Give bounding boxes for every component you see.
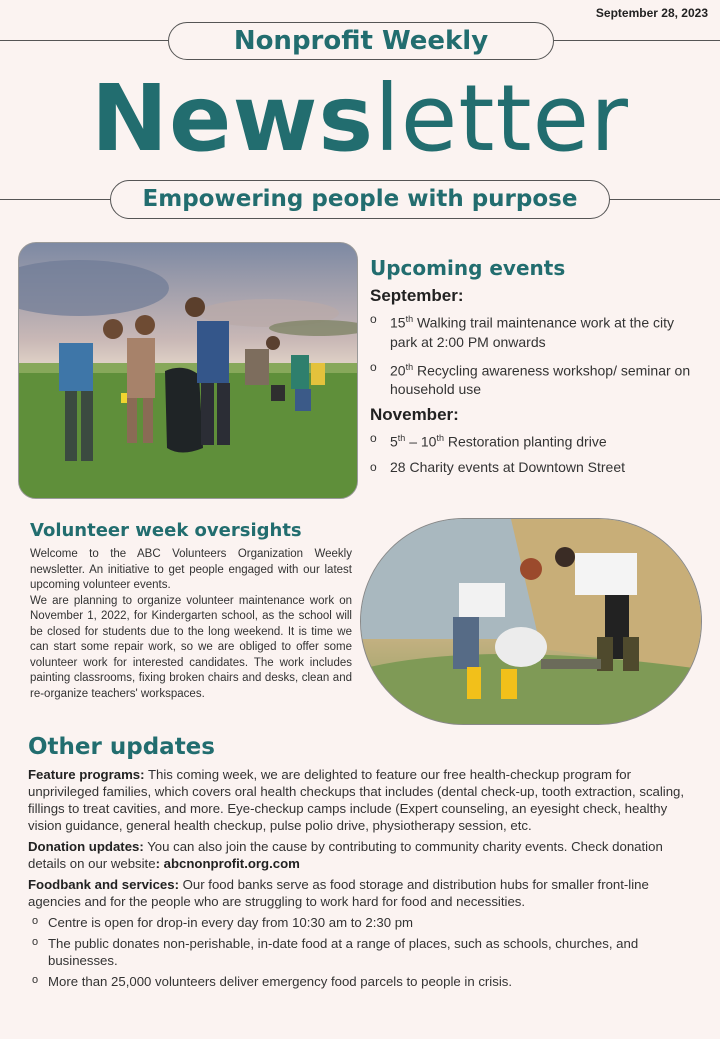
donation-paragraph (28, 838, 696, 872)
donation-label: Donation updates: (28, 839, 144, 854)
event-suffix: th (436, 433, 444, 444)
donation-text: You can also join the cause by contributing to community charity events. Check donation details on our website (28, 839, 663, 871)
divider-line (0, 199, 110, 200)
foodbank-label: Foodbank and services: (28, 877, 179, 892)
issue-date: September 28, 2023 (595, 6, 708, 20)
list-item: o Centre is open for drop-in every day from 10:30 am to 2:30 pm (28, 914, 696, 931)
event-item (370, 458, 700, 477)
event-day: 5 (390, 433, 398, 450)
upcoming-events-section (370, 256, 700, 483)
masthead-bold: News (91, 65, 375, 172)
tagline-pill: Empowering people with purpose (110, 180, 610, 219)
event-text: Recycling awareness workshop/ seminar on household use (390, 362, 691, 398)
event-suffix: th (405, 314, 414, 324)
event-text: Walking trail maintenance work at the city park at 2:00 PM onwards (390, 314, 675, 350)
foodbank-text: Our food banks serve as food storage and distribution hubs for smaller front-line agencies and for the people who are struggling to work hard for food and necessities. (28, 877, 649, 909)
event-text: Restoration planting drive (443, 433, 607, 450)
masthead-title (0, 60, 720, 178)
shoreline-cleanup-photo (360, 518, 702, 725)
other-updates-section (28, 734, 696, 994)
volunteer-intro: Welcome to the ABC Volunteers Organization Weekly newsletter. An initiative to get people engaged with our latest upcoming volunteer events. (30, 548, 352, 591)
masthead-light: letter (374, 65, 629, 172)
foodbank-paragraph (28, 876, 696, 910)
list-item: o The public donates non-perishable, in-date food at a range of places, such as schools, churches, and businesses. (28, 935, 696, 969)
november-heading: November: (370, 405, 459, 425)
volunteer-body: We are planning to organize volunteer maintenance work on November 1, 2022, for Kindergarten school, as the school will be closed for students due to the long weekend. It is time we can start some repair work, so we are obliged to offer some volunteer work for interested candidates. The work includes painting classrooms, fixing broken chairs and desks, clean and re-organize teachers' workspaces. (30, 594, 352, 700)
publication-pill: Nonprofit Weekly (168, 22, 554, 60)
event-day: 20 (390, 362, 406, 379)
donation-website: : abcnonprofit.org.com (155, 856, 300, 871)
event-day: 15 (390, 314, 406, 331)
divider-line (554, 40, 720, 41)
volunteer-section (30, 520, 352, 702)
volunteer-heading: Volunteer week oversights (30, 520, 302, 541)
event-text: 28 Charity events at Downtown Street (390, 458, 626, 475)
other-updates-heading: Other updates (28, 734, 215, 760)
event-suffix: th (397, 433, 406, 444)
event-item (370, 429, 700, 452)
divider-line (0, 40, 168, 41)
september-heading: September: (370, 286, 464, 305)
feature-text: This coming week, we are delighted to feature our free health-checkup program for unprivileged families, which covers oral health checkups that includes (dental check-up, tooth extraction, scaling, fillings to treat cavities, and more. Eye-checkup camps include (Expert counseling, an eyesight check, healthy vision guidance, general health checkup, pulse polio drive, physiotherapy session, etc. (28, 767, 685, 833)
feature-programs-paragraph (28, 766, 696, 834)
event-item (370, 358, 700, 400)
volunteers-cleanup-photo (18, 242, 358, 499)
upcoming-events-heading: Upcoming events (370, 256, 566, 280)
event-suffix: th (405, 361, 414, 372)
feature-label: Feature programs: (28, 767, 145, 782)
list-item: o More than 25,000 volunteers deliver emergency food parcels to people in crisis. (28, 973, 696, 990)
event-item (370, 310, 700, 352)
divider-line (610, 199, 720, 200)
event-day-range: – 10 (405, 433, 437, 450)
